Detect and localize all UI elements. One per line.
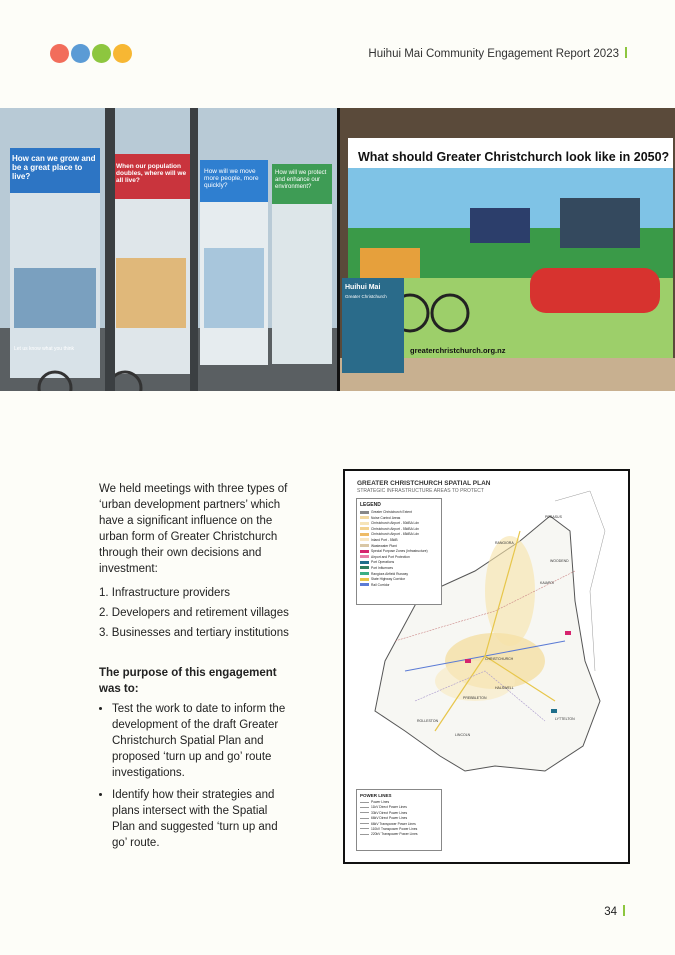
sign-title: Huihui Mai — [345, 284, 381, 291]
legend-entry: Rangiora Airfield Runway — [360, 572, 438, 576]
legend-entry: Port Influences — [360, 566, 438, 570]
photo-window-display — [0, 108, 337, 391]
legend-entry: Christchurch Airport - 50dBA Ldn — [360, 521, 438, 525]
logo-circle-1 — [50, 44, 69, 63]
legend-entry: 11kV Direct Power Lines — [360, 805, 438, 809]
legend-entry: Christchurch Airport - 55dBA Ldn — [360, 527, 438, 531]
legend-entry: 33kV Direct Power Lines — [360, 811, 438, 815]
legend-entry: Noise Control Areas — [360, 516, 438, 520]
intro-column — [99, 481, 289, 857]
legend-entry: 66kV Direct Power Lines — [360, 816, 438, 820]
map-legend — [356, 498, 442, 605]
panel-caption: Let us know what you think — [14, 346, 75, 352]
legend-entry: Port Operations — [360, 560, 438, 564]
legend-entry: Wastewater Plant — [360, 544, 438, 548]
report-title: Huihui Mai Community Engagement Report 2023 — [368, 47, 627, 60]
legend-title: LEGEND — [360, 502, 381, 508]
panel-3-text: How will we move more people, more quickly? — [204, 168, 259, 189]
intro-paragraph: We held meetings with three types of ‘urban development partners’ which have a significant influence on the urban form of Greater Christchurch through their own decisions and investment: — [99, 483, 288, 575]
place-label: LINCOLN — [455, 733, 471, 737]
list-item: 3. Businesses and tertiary institutions — [99, 627, 289, 639]
map-title: GREATER CHRISTCHURCH SPATIAL PLAN — [357, 480, 491, 487]
panel-4-text: How will we protect and enhance our environment? — [275, 170, 327, 190]
power-lines-legend — [356, 789, 442, 851]
panel-2-text: When our population doubles, where will we all live? — [116, 163, 187, 184]
place-label: RANGIORA — [495, 541, 514, 545]
legend-entry: Inland Port - 55dB — [360, 538, 438, 542]
place-label: HALSWELL — [495, 686, 514, 690]
legend-entry: Power Lines — [360, 800, 438, 804]
legend-entry: State Highway Corridor — [360, 577, 438, 581]
logo-circle-3 — [92, 44, 111, 63]
sign-subtitle: Greater Christchurch — [345, 294, 387, 299]
board-url: greaterchristchurch.org.nz — [410, 346, 506, 355]
list-item: 2. Developers and retirement villages — [99, 607, 289, 619]
legend-entry: Rail Corridor — [360, 583, 438, 587]
power-legend-title: POWER LINES — [360, 793, 392, 798]
legend-entry: 66kV Transpower Power Lines — [360, 822, 438, 826]
panel-1-text: How can we grow and be a great place to live? — [12, 154, 96, 181]
place-label: PREBBLETON — [463, 696, 487, 700]
legend-entry: 220kV Transpower Power Lines — [360, 832, 438, 836]
list-item: • Test the work to date to inform the development of the draft Greater Christchurch Spatial Plan and proposed ‘turn up and go’ route investigations. — [112, 701, 289, 781]
photo-photo-board — [340, 108, 675, 391]
list-item: 1. Infrastructure providers — [99, 587, 231, 599]
place-label: WOODEND — [550, 559, 569, 563]
purpose-heading: The purpose of this engagement was to: — [99, 667, 277, 695]
place-label: PEGASUS — [545, 515, 562, 519]
logo — [50, 44, 132, 63]
logo-circle-2 — [71, 44, 90, 63]
purpose-list — [99, 701, 289, 851]
legend-entry: Special Purpose Zones (Infrastructure) — [360, 549, 438, 553]
photo-strip — [0, 108, 675, 391]
place-label: KAIAPOI — [540, 581, 555, 585]
logo-circle-4 — [113, 44, 132, 63]
spatial-plan-map — [343, 469, 630, 864]
place-label: ROLLESTON — [417, 719, 439, 723]
legend-entry: Airport and Port Protection — [360, 555, 438, 559]
place-label: CHRISTCHURCH — [485, 657, 514, 661]
map-subtitle: STRATEGIC INFRASTRUCTURE AREAS TO PROTECT — [357, 488, 484, 494]
page-number: 34 — [604, 905, 625, 918]
partner-list — [99, 585, 289, 641]
legend-entry: Christchurch Airport - 65dBA Ldn — [360, 532, 438, 536]
list-item: • Identify how their strategies and plans intersect with the Spatial Plan and suggested ‘turn up and go’ route. — [112, 787, 289, 851]
legend-entry: 110kV Transpower Power Lines — [360, 827, 438, 831]
place-label: LYTTELTON — [555, 717, 575, 721]
board-headline: What should Greater Christchurch look like in 2050? — [358, 150, 670, 164]
legend-entry: Greater Christchurch Extent — [360, 510, 438, 514]
